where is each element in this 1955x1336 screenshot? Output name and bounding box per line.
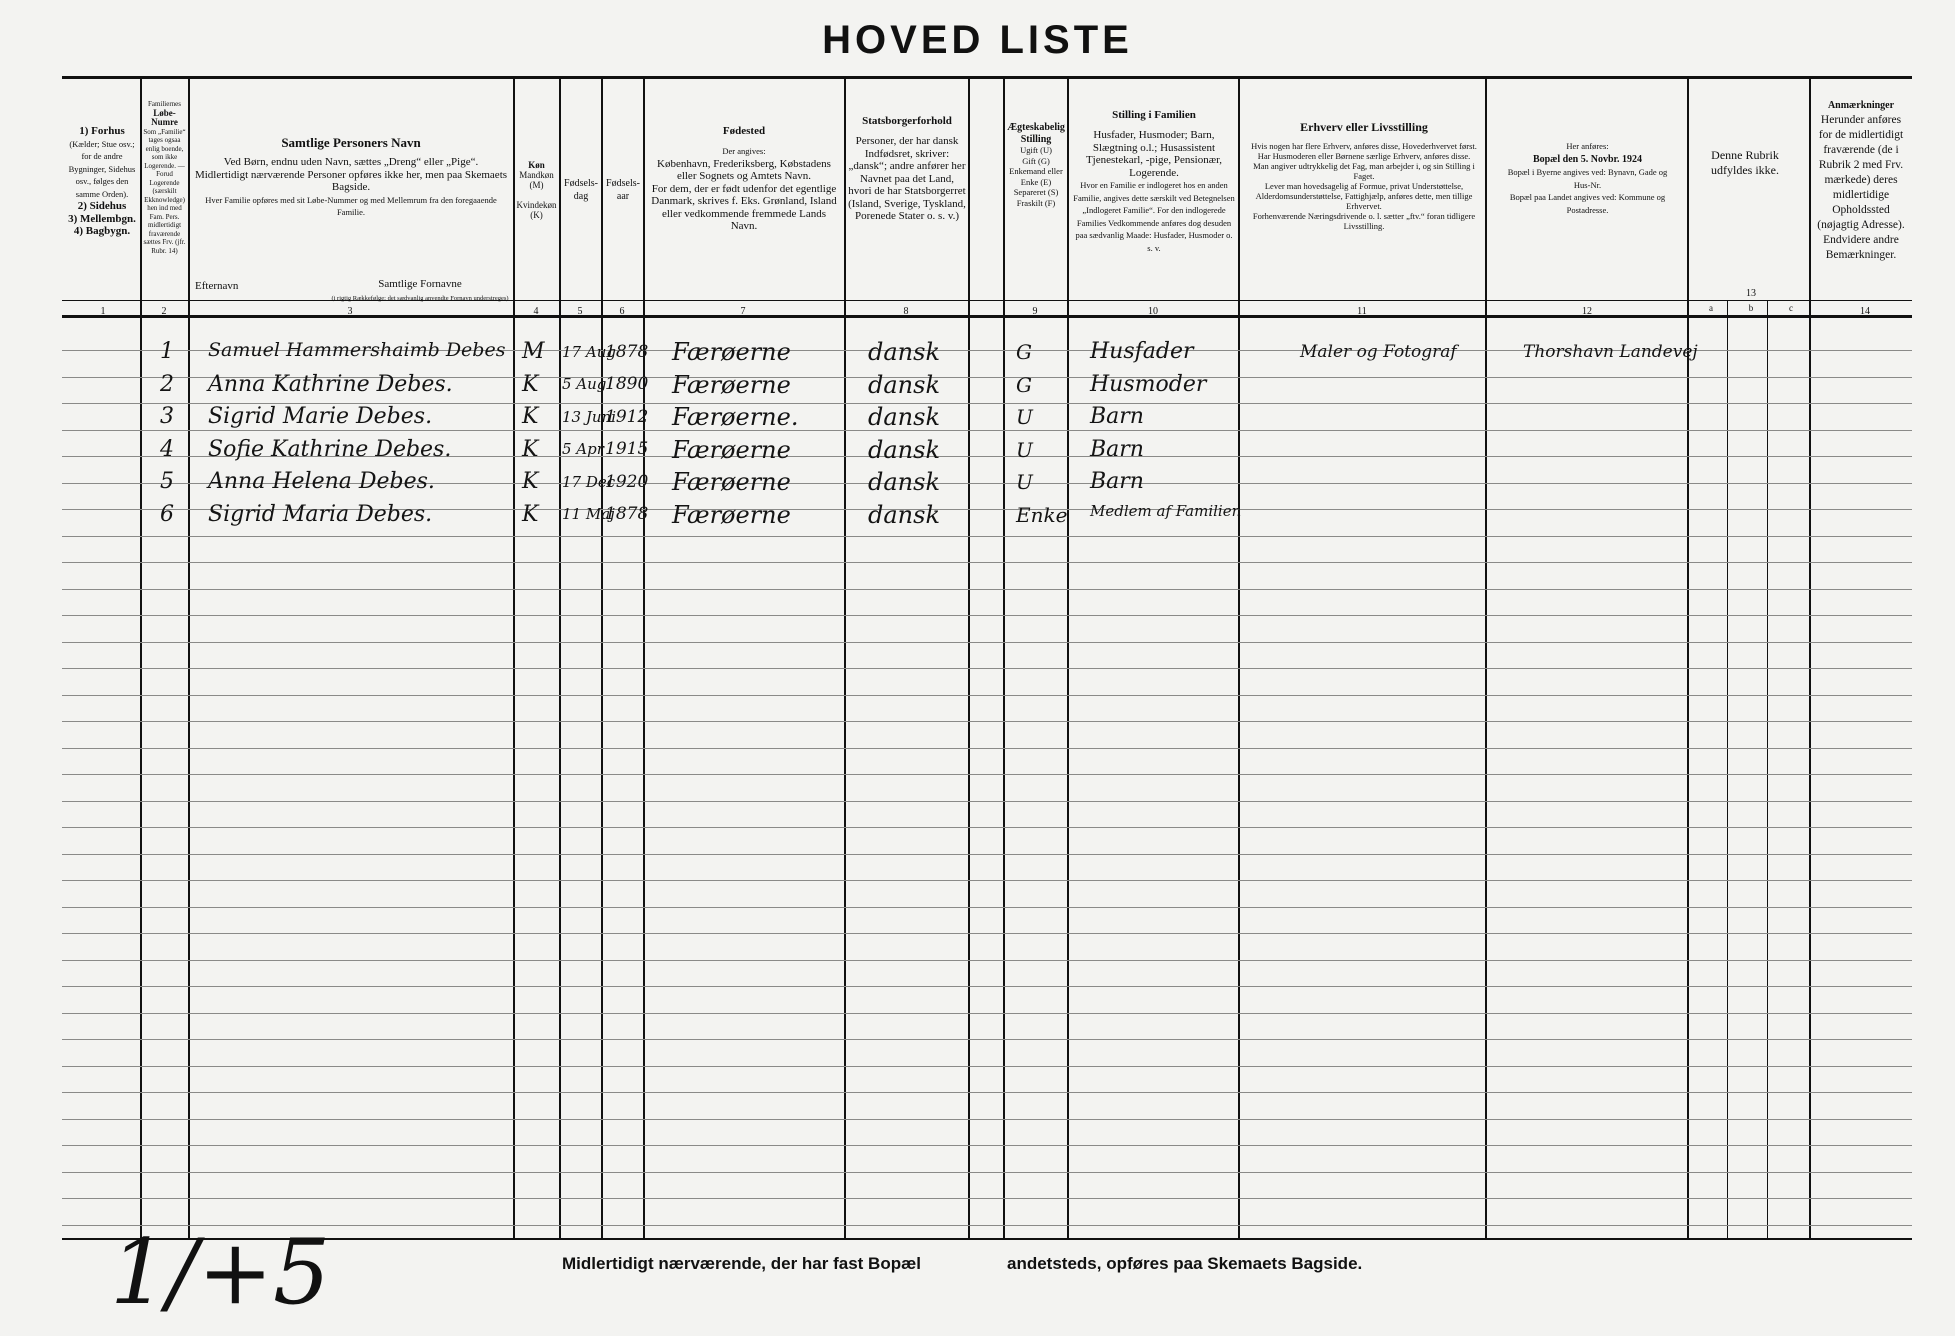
birth-day: 5 Apr (562, 440, 604, 458)
col-number: 3 (347, 306, 353, 317)
col-number: 2 (161, 306, 167, 317)
ruled-line (62, 774, 1912, 775)
birth-day: 17 Dec (562, 472, 616, 491)
birth-year: 1912 (605, 406, 649, 427)
col-number: 9 (1032, 306, 1038, 317)
bottom-rule (62, 1238, 1912, 1240)
marital-status: Enke (1016, 502, 1068, 527)
ruled-line (62, 1066, 1912, 1067)
col-divider (1485, 78, 1487, 1238)
person-name: Anna Kathrine Debes. (208, 371, 453, 397)
family-role: Barn (1090, 436, 1144, 462)
col-divider (513, 78, 515, 1238)
header-col-3: Samtlige Personers Navn Ved Børn, endnu uden Navn, sættes „Dreng“ eller „Pige“. Midlertidigt nærværende Personer opføres ikke her, men paa Skemaets Bagside. Hver Familie opføres med sit Løbe-Nummer og med Mellemrum fra den foregaaende Familie. (194, 135, 508, 217)
family-role: Barn (1090, 469, 1144, 494)
person-name: Sigrid Marie Debes. (208, 404, 433, 429)
col-divider (968, 78, 970, 1238)
header-col-11: Erhverv eller Livsstilling Hvis nogen har flere Erhverv, anføres disse, Hovederhvervet først. Har Husmoderen eller Børnene særlige Erhverv, anføres disse. Man angiver udtrykkelig det Fag, man arbejder i, og sin Stilling i Faget. Lever man hovedsagelig af Formue, privat Understøttelse, Alderdomsunderstøttelse, Fattighjælp, anføres dette, men tillige Erhvervet. Forhenværende Næringsdrivende o. l. sætter „ftv.“ foran tidligere Livsstilling. (1251, 120, 1477, 231)
header-col-4: Køn Mandkøn (M) Kvindekøn (K) (516, 160, 557, 220)
page-title: HOVED LISTE (822, 18, 1133, 62)
citizenship: dansk (868, 468, 940, 496)
ruled-line (62, 1225, 1912, 1226)
citizenship: dansk (868, 338, 940, 366)
col-number: 7 (740, 306, 746, 317)
col-divider (1687, 78, 1689, 1238)
birthplace: Færøerne (672, 338, 791, 366)
occupation: Maler og Fotograf (1300, 341, 1457, 362)
ruled-line (62, 960, 1912, 961)
ruled-line (62, 1198, 1912, 1199)
ruled-line (62, 933, 1912, 934)
citizenship: dansk (868, 403, 940, 431)
marital-status: U (1016, 470, 1033, 494)
sex: K (522, 501, 539, 527)
birth-day: 17 Aug (562, 342, 616, 361)
header-fornavne: Samtlige Fornavne (i rigtig Rækkefølge; det sædvanlig anvendte Fornavn understreges) (331, 278, 509, 302)
ruled-line (62, 589, 1912, 590)
birthplace: Færøerne (672, 370, 791, 399)
col-divider (1727, 300, 1728, 1238)
ruled-line (62, 1013, 1912, 1014)
col-divider (601, 78, 603, 1238)
sex: M (522, 339, 545, 364)
header-col-1: 1) Forhus (Kælder; Stue osv.; for de andre Bygninger, Sidehus osv., følges den samme Orden). 2) Sidehus 3) Mellembgn. 4) Bagbygn. (68, 125, 136, 237)
col-number: 11 (1357, 306, 1367, 317)
header-col-13: Denne Rubrik udfyldes ikke. (1711, 148, 1779, 177)
birthplace: Færøerne (672, 500, 791, 529)
ruled-line (62, 668, 1912, 669)
top-rule (62, 76, 1912, 79)
ruled-line (62, 430, 1912, 431)
row-number: 3 (160, 404, 174, 429)
birth-year: 1915 (605, 439, 649, 459)
ruled-line (62, 986, 1912, 987)
col-divider (1067, 78, 1069, 1238)
col-number: 14 (1860, 306, 1870, 317)
header-col-7: Fødested Der angives: København, Frederiksberg, Købstadens eller Sognets og Amtets Navn. For dem, der er født udenfor det egentlige Danmark, skrives f. Eks. Grønland, Island eller vedkommende fremmede Lands Navn. (651, 125, 837, 232)
sex: K (522, 371, 539, 397)
header-col-2: Familiernes Løbe- Numre Som „Familie“ tages ogsaa enlig boende, som ikke Logerende. — Forud Logerende (særskilt Ekknowledge) hen ind med Fam. Pers. midlertidigt fraværende sættes Frv. (jfr. Rubr. 14) (143, 100, 186, 255)
citizenship: dansk (868, 435, 940, 464)
header-col-13c: c (1789, 303, 1793, 313)
marital-status: G (1016, 340, 1032, 364)
col-divider (188, 78, 190, 1238)
ruled-line (62, 854, 1912, 855)
ruled-line (62, 1092, 1912, 1093)
header-col-6: Fødsels-aar (606, 178, 640, 202)
sex: K (522, 404, 539, 429)
ruled-line (62, 695, 1912, 696)
header-col-5: Fødsels-dag (564, 178, 598, 202)
person-name: Anna Helena Debes. (208, 469, 435, 494)
col-number: 1 (100, 306, 106, 317)
row-number: 5 (160, 469, 174, 494)
citizenship: dansk (868, 370, 940, 399)
birth-year: 1878 (605, 504, 649, 524)
header-col-10: Stilling i Familien Husfader, Husmoder; Barn, Slægtning o.l.; Husassistent Tjenestekarl, -pige, Pensionær, Logerende. Hvor en Familie er indlogeret hos en anden Familie, angives dette særskilt ved Betegnelsen „Indlogeret Familie“. For den indlogerede Families Vedkommende anføres dog desuden paa sædvanlig Maade: Husfader, Husmoder o. s. v. (1073, 109, 1235, 253)
col-number: 10 (1148, 306, 1158, 317)
ruled-line (62, 615, 1912, 616)
col-divider (1238, 78, 1240, 1238)
page-number: 1/+5 (110, 1220, 331, 1325)
birth-day: 5 Aug (562, 375, 607, 393)
col-divider (1003, 78, 1005, 1238)
col-number: 12 (1582, 306, 1592, 317)
family-role: Husfader (1090, 339, 1194, 364)
ruled-line (62, 1119, 1912, 1120)
address: Thorshavn Landevej (1523, 341, 1698, 362)
person-name: Samuel Hammershaimb Debes (208, 339, 506, 361)
col-divider (1809, 78, 1811, 1238)
row-number: 4 (160, 436, 174, 462)
birth-day: 13 Juni (562, 407, 616, 426)
col-divider (844, 78, 846, 1238)
footer-right: andetsteds, opføres paa Skemaets Bagside. (1007, 1254, 1363, 1273)
header-col-13a: a (1709, 303, 1713, 313)
birthplace: Færøerne. (672, 403, 799, 431)
row-number: 1 (160, 339, 174, 364)
birthplace: Færøerne (672, 468, 791, 496)
ruled-line (62, 1039, 1912, 1040)
col-number: 6 (619, 306, 625, 317)
marital-status: G (1016, 372, 1032, 397)
sex: K (522, 469, 539, 494)
marital-status: U (1016, 405, 1033, 429)
birth-year: 1920 (605, 471, 649, 492)
ruled-line (62, 880, 1912, 881)
person-name: Sigrid Maria Debes. (208, 501, 433, 527)
ruled-line (62, 536, 1912, 537)
family-role: Medlem af Familien (1090, 501, 1242, 520)
birth-year: 1878 (605, 341, 649, 362)
header-col-13b: b (1748, 303, 1754, 313)
ruled-line (62, 801, 1912, 802)
col-number: 8 (903, 306, 909, 317)
row-number: 6 (160, 501, 174, 527)
header-col-12: Her anføres: Bopæl den 5. Novbr. 1924 Bopæl i Byerne angives ved: Bynavn, Gade og Hus-Nr. Bopæl paa Landet angives ved: Kommune og Postadresse. (1507, 141, 1668, 215)
col-number: 5 (577, 306, 583, 317)
ruled-line (62, 907, 1912, 908)
ruled-line (62, 1172, 1912, 1173)
footer-left: Midlertidigt nærværende, der har fast Bopæl (562, 1254, 921, 1273)
col-number: 13 (1746, 288, 1756, 299)
ruled-line (62, 827, 1912, 828)
sex: K (522, 436, 539, 462)
col-number: 4 (533, 306, 539, 317)
marital-status: U (1016, 437, 1033, 462)
citizenship: dansk (868, 500, 940, 529)
ruled-line (62, 642, 1912, 643)
header-efternavn: Efternavn (195, 280, 239, 292)
birthplace: Færøerne (672, 435, 791, 464)
birth-day: 11 Maj (562, 505, 615, 523)
header-col-14: Anmærkninger Herunder anføres for de midlertidigt fraværende (de i Rubrik 2 med Frv. mærkede) deres midlertidige Opholdssted (nøjagtig Adresse). Endvidere andre Bemærkninger. (1817, 100, 1905, 261)
ruled-line (62, 1145, 1912, 1146)
ruled-line (62, 748, 1912, 749)
col-divider (643, 78, 645, 1238)
header-col-9: Ægteskabelig Stilling Ugift (U) Gift (G) Enkemand eller Enke (E) Separeret (S) Fraskilt (F) (1007, 122, 1065, 208)
header-col-8: Statsborgerforhold Personer, der har dansk Indfødsret, skriver: „dansk“; andre anfører her Navnet paa det Land, hvori de har Statsborgerret (Island, Sverige, Tyskland, Porenede Stater o. s. v.) (848, 115, 966, 222)
row-number: 2 (160, 371, 174, 397)
family-role: Husmoder (1090, 371, 1207, 397)
family-role: Barn (1090, 404, 1144, 429)
birth-year: 1890 (605, 374, 649, 394)
ruled-line (62, 562, 1912, 563)
ruled-line (62, 721, 1912, 722)
person-name: Sofie Kathrine Debes. (208, 436, 452, 462)
col-divider (1767, 300, 1768, 1238)
col-divider (559, 78, 561, 1238)
